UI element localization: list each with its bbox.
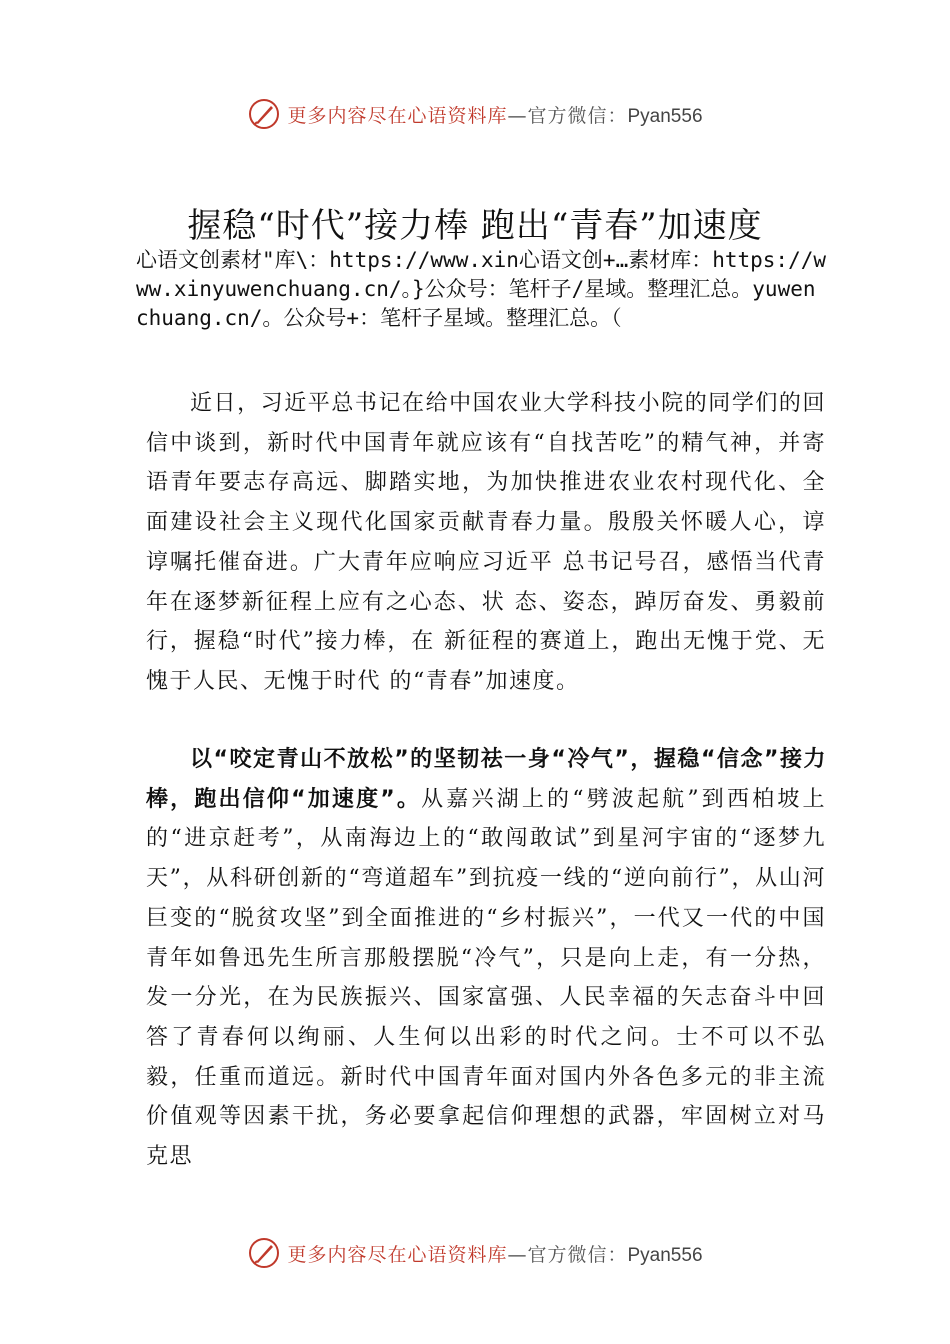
quill-logo-icon (247, 1236, 281, 1270)
header-banner (0, 94, 950, 134)
paragraph-1 (146, 384, 826, 702)
paragraph-2 (146, 740, 826, 1177)
paragraph-lead: 以“咬定青山不放松”的坚韧祛一身“冷气”，握稳“信念”接力棒，跑出信仰“加速度”。 (146, 747, 826, 812)
footer-banner (0, 1233, 950, 1273)
paragraph-text: 近日，习近平总书记在给中国农业大学科技小院的同学们的回信中谈到，新时代中国青年就应该有“自找苦吃”的精气神，并寄语青年要志存高远、脚踏实地，为加快推进农业农村现代化、全面建设社会主义现代化国家贡献青春力量。殷殷关怀暖人心，谆谆嘱托催奋进。广大青年应响应习近平 总书记号召，感悟当代青年在逐梦新征程上应有之心态、状 态、姿态，踔厉奋发、勇毅前行，握稳“时代”接力棒，在 新征程的赛道上，跑出无愧于党、无愧于人民、无愧于时代 的“青春”加速度。 (146, 391, 826, 694)
banner-text: 更多内容尽在心语资料库—官方微信：Pyan556 (287, 1243, 703, 1266)
paragraph-text: 从嘉兴湖上的“劈波起航”到西柏坡上的“进京赶考”，从南海边上的“敢闯敢试”到星河宇宙的“逐梦九天”，从科研创新的“弯道超车”到抗疫一线的“逆向前行”，从山河巨变的“脱贫攻坚”到全面推进的“乡村振兴”，一代又一代的中国青年如鲁迅先生所言那般摆脱“冷气”，只是向上走，有一分热，发一分光，在为民族振兴、国家富强、人民幸福的矢志奋斗中回答了青春何以绚丽、人生何以出彩的时代之问。士不可以不弘毅，任重而道远。新时代中国青年面对国内外各色多元的非主流价值观等因素干扰，务必要拿起信仰理想的武器，牢固树立对马克思 (146, 786, 827, 1170)
quill-logo-icon (247, 97, 281, 131)
document-title: 握稳“时代”接力棒 跑出“青春”加速度 (187, 206, 763, 246)
banner-text: 更多内容尽在心语资料库—官方微信：Pyan556 (287, 104, 703, 127)
source-line: 心语文创素材"库\：https://www.xin心语文创+…素材库：https://www.xinyuwenchuang.cn/。}公众号：笔杆子/星域。整理汇总。yuwenchuang.cn/。公众号+：笔杆子星域。整理汇总。（ (136, 248, 827, 330)
